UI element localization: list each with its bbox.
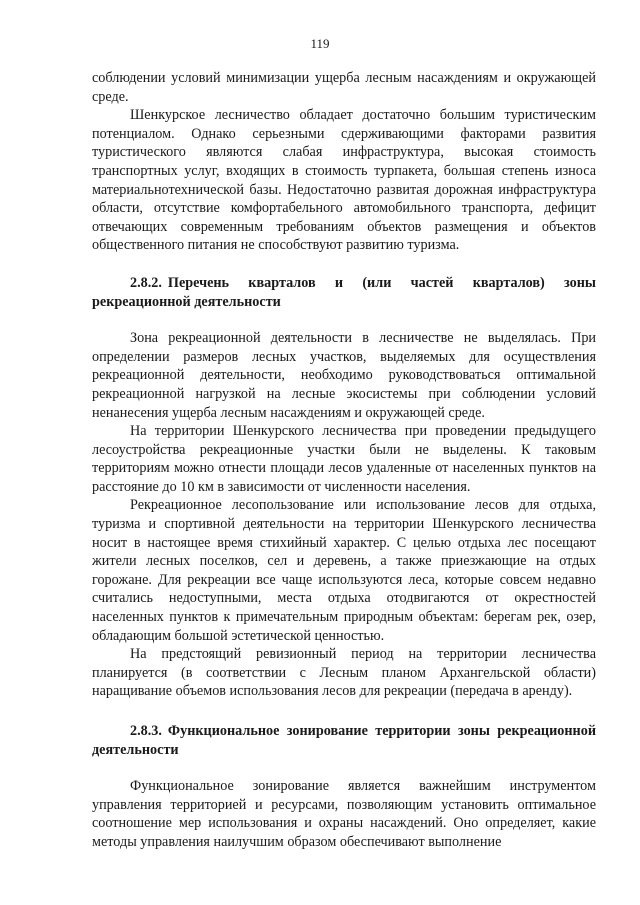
paragraph-recreational-use: Рекреационное лесопользование или использование лесов для отдыха, туризма и спортивной деятельности на территории Шенкурского лесничества носит в настоящее время стихийный характер. С целью отдыха лес посещают жители лесных поселков, сел и деревень, а также приезжающие на отдых горожане. Для рекреации все чаще используются леса, которые совсем недавно считались недоступными, места отдыха отодвигаются от окрестностей населенных пунктов к примечательным природным объектам: берегам рек, озер, обладающим большой эстетической ценностью.: [92, 497, 596, 644]
paragraph-continuation: соблюдении условий минимизации ущерба лесным насаждениям и окружающей среде.: [92, 70, 596, 105]
paragraph-tourism-potential: Шенкурское лесничество обладает достаточно большим туристическим потенциалом. Однако серьезными сдерживающими факторами развития туристического являются слабая инфраструктура, высокая стоимость транспортных услуг, входящих в стоимость турпакета, большая степень износа материальнотехнической базы. Недостаточно развитая дорожная инфраструктура области, отсутствие комфортабельного автомобильного транспорта, дефицит отвечающих современным требованиям объектов размещения и объектов общественного питания не способствуют развитию туризма.: [92, 107, 596, 254]
paragraph-functional-zoning: Функциональное зонирование является важнейшим инструментом управления территорией и ресурсами, позволяющим установить оптимальное соотношение мер использования и охраны насаждений. Оно определяет, какие методы управления наилучшим образом обеспечивают выполнение: [92, 778, 596, 850]
section-number: 2.8.2.: [130, 274, 162, 291]
spacer: [92, 311, 596, 329]
section-title: Функциональное зонирование территории зоны рекреационной деятельности: [92, 723, 596, 758]
paragraph-recreation-zone: Зона рекреационной деятельности в лесничестве не выделялась. При определении размеров лесных участков, выделяемых для осуществления рекреационной деятельности, необходимо руководствоваться оптимальной рекреационной нагрузкой на лесные экосистемы при соблюдении условий ненанесения ущерба лесным насаждениям и окружающей среде.: [92, 330, 596, 421]
spacer: [92, 759, 596, 777]
page-content: [92, 69, 596, 852]
section-title: Перечень кварталов и (или частей кварталов) зоны рекреационной деятельности: [92, 274, 596, 310]
section-heading-2-8-2: [92, 274, 596, 311]
paragraph-revision-period: На предстоящий ревизионный период на территории лесничества планируется (в соответствии с Лесным планом Архангельской области) наращивание объемов использования лесов для рекреации (передача в аренду).: [92, 646, 596, 700]
spacer: [92, 701, 596, 722]
paragraph-recreation-plots: На территории Шенкурского лесничества при проведении предыдущего лесоустройства рекреационные участки были не выделены. К таковым территориям можно отнести площади лесов удаленные от населенных пунктов на расстояние до 10 км в зависимости от численности населения.: [92, 423, 596, 495]
page-number: 119: [310, 36, 330, 51]
spacer: [92, 255, 596, 274]
section-number: 2.8.3.: [130, 723, 162, 739]
section-heading-2-8-3: [92, 722, 596, 759]
